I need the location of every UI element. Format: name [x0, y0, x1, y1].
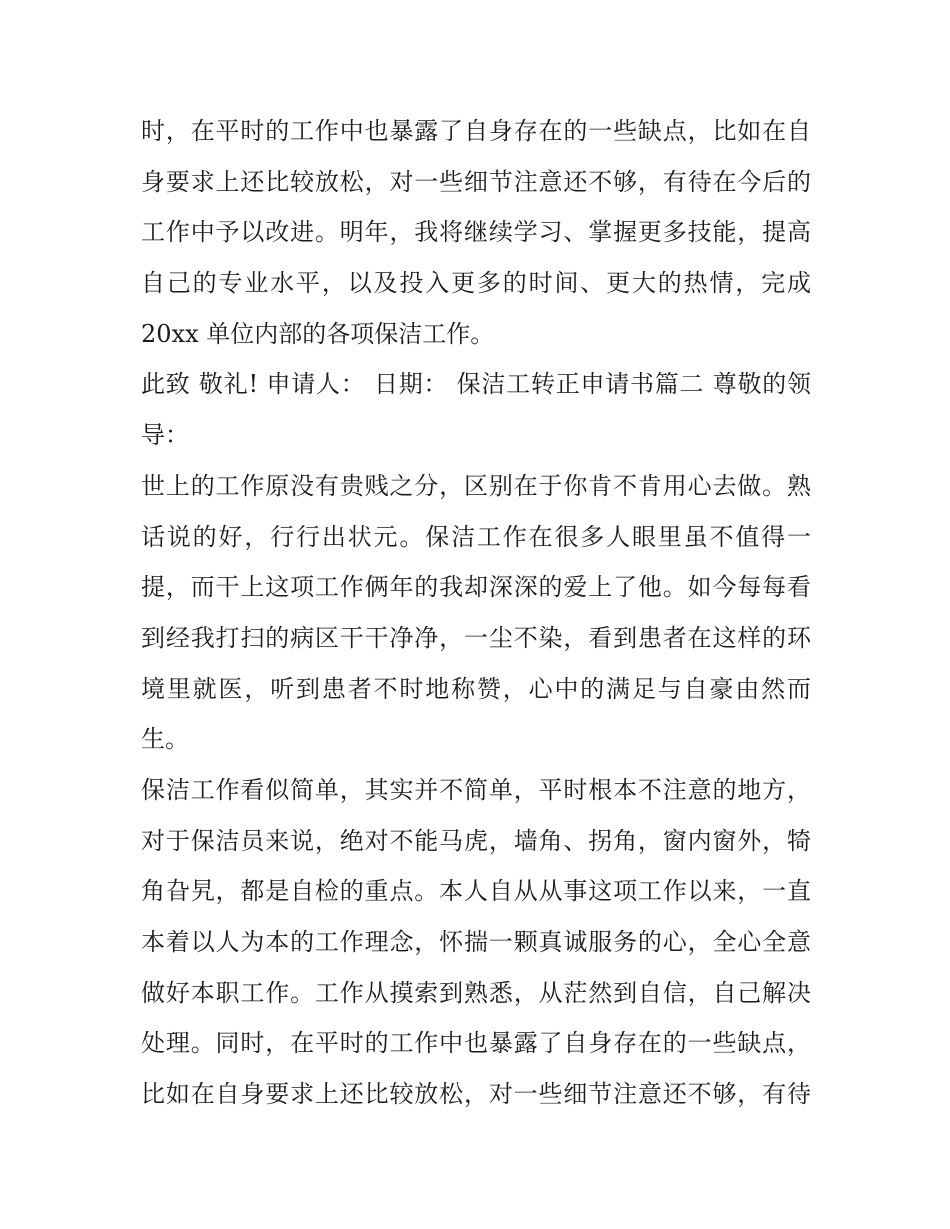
text-line: 本着以人为本的工作理念，怀揣一颗真诚服务的心，全心全意	[141, 928, 811, 956]
text-line: 导：	[141, 421, 189, 450]
text-line: 处理。同时，在平时的工作中也暴露了自身存在的一些缺点，	[141, 1029, 811, 1058]
text-line: 20xx 单位内部的各项保洁工作。	[141, 319, 495, 348]
text-line: 自己的专业水平，以及投入更多的时间、更大的热情，完成	[141, 269, 811, 298]
text-line: 世上的工作原没有贵贱之分，区别在于你肯不肯用心去做。熟	[141, 471, 811, 500]
text-line: 身要求上还比较放松，对一些细节注意还不够，有待在今后的	[141, 167, 811, 196]
text-line: 话说的好，行行出状元。保洁工作在很多人眼里虽不值得一	[141, 522, 811, 551]
text-line: 时，在平时的工作中也暴露了自身存在的一些缺点，比如在自	[141, 117, 811, 145]
text-line: 此致 敬礼! 申请人： 日期： 保洁工转正申请书篇二 尊敬的领	[141, 370, 811, 399]
text-line: 角旮旯，都是自检的重点。本人自从从事这项工作以来，一直	[141, 877, 811, 906]
text-line: 提，而干上这项工作俩年的我却深深的爱上了他。如今每每看	[141, 573, 811, 602]
text-line: 到经我打扫的病区干干净净，一尘不染，看到患者在这样的环	[141, 623, 811, 652]
text-line: 比如在自身要求上还比较放松，对一些细节注意还不够，有待	[141, 1080, 811, 1109]
text-line: 做好本职工作。工作从摸索到熟悉，从茫然到自信，自己解决	[141, 978, 811, 1007]
document-body	[141, 106, 811, 1120]
text-line: 境里就医，听到患者不时地称赞，心中的满足与自豪由然而	[141, 674, 811, 703]
text-line: 对于保洁员来说，绝对不能马虎，墙角、拐角，窗内窗外，犄	[141, 826, 811, 855]
text-line: 工作中予以改进。明年，我将继续学习、掌握更多技能，提高	[141, 218, 811, 247]
text-line: 生。	[141, 725, 189, 754]
text-line: 保洁工作看似简单，其实并不简单，平时根本不注意的地方，	[141, 775, 811, 804]
